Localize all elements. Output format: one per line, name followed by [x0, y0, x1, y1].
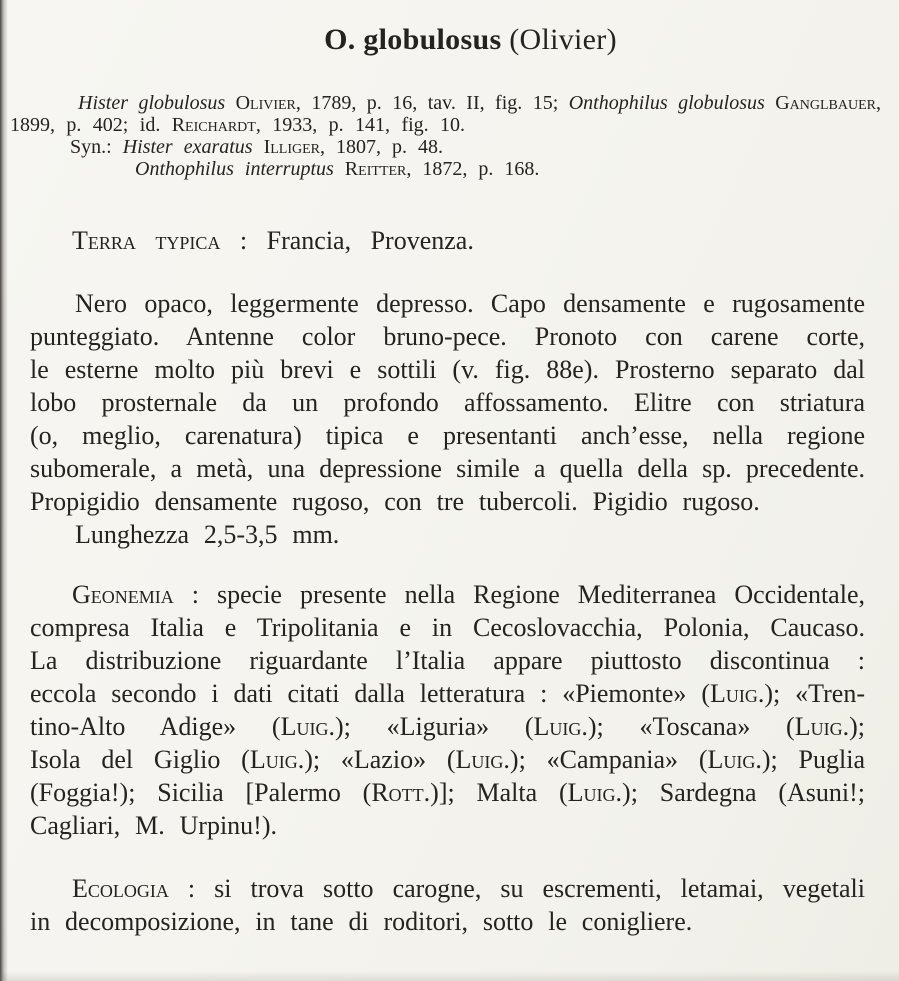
description-line-8: Lunghezza 2,5-3,5 mm. — [75, 520, 340, 549]
terra-typica-line: Terra typica : Francia, Provenza. — [72, 226, 474, 255]
description-line-2: punteggiato. Antenne color bruno-pece. Pronoto con carene corte, — [30, 322, 865, 351]
geonemia-paragraph — [30, 578, 865, 842]
geonemia-line-8: Cagliari, M. Urpinu!). — [30, 811, 277, 840]
description-line-6: subomerale, a metà, una depressione simile a quella della sp. precedente. — [30, 454, 865, 483]
geonemia-line-3: La distribuzione riguardante l’Italia appare piuttosto discontinua : — [30, 646, 865, 675]
geonemia-line-4: eccola secondo i dati citati dalla letteratura : «Piemonte» (Luig.); «Tren- — [30, 679, 865, 708]
synonymy-syn-line-1: Syn.: Hister exaratus Illiger, 1807, p. 48. — [70, 136, 444, 158]
geonemia-line-6: Isola del Giglio (Luig.); «Lazio» (Luig.); «Campania» (Luig.); Puglia — [30, 745, 865, 774]
synonymy-block — [10, 92, 881, 180]
synonymy-citation-line-2: 1899, p. 402; id. Reichardt, 1933, p. 141, fig. 10. — [10, 114, 466, 136]
description-line-7: Propigidio densamente rugoso, con tre tubercoli. Pigidio rugoso. — [30, 487, 760, 516]
description-paragraph — [30, 287, 865, 551]
ecologia-line-1: Ecologia : si trova sotto carogne, su escrementi, letamai, vegetali — [72, 874, 865, 903]
species-title: O. globulosus (Olivier) — [324, 23, 617, 56]
geonemia-line-1: Geonemia : specie presente nella Regione Mediterranea Occidentale, — [72, 580, 865, 609]
page-bottom-edge-shadow — [0, 971, 899, 981]
synonymy-citation-line-1: Hister globulosus Olivier, 1789, p. 16, tav. II, fig. 15; Onthophilus globulosus Ganglbauer, — [78, 92, 881, 114]
geonemia-line-5: tino-Alto Adige» (Luig.); «Liguria» (Luig.); «Toscana» (Luig.); — [30, 712, 865, 741]
ecologia-line-2: in decomposizione, in tane di roditori, sotto le conigliere. — [30, 907, 693, 936]
description-line-4: lobo prosternale da un profondo affossamento. Elitre con striatura — [30, 388, 865, 417]
description-line-3: le esterne molto più brevi e sottili (v. fig. 88e). Prosterno separato dal — [30, 355, 865, 384]
geonemia-line-7: (Foggia!); Sicilia [Palermo (Rott.)]; Malta (Luig.); Sardegna (Asuni!; — [30, 778, 865, 807]
description-line-1: Nero opaco, leggermente depresso. Capo densamente e rugosamente — [75, 289, 865, 318]
ecologia-paragraph — [30, 872, 865, 938]
geonemia-line-2: compresa Italia e Tripolitania e in Cecoslovacchia, Polonia, Caucaso. — [30, 613, 865, 642]
synonymy-syn-line-2: Onthophilus interruptus Reitter, 1872, p. 168. — [135, 158, 540, 180]
description-line-5: (o, meglio, carenatura) tipica e presentanti anch’esse, nella regione — [30, 421, 865, 450]
